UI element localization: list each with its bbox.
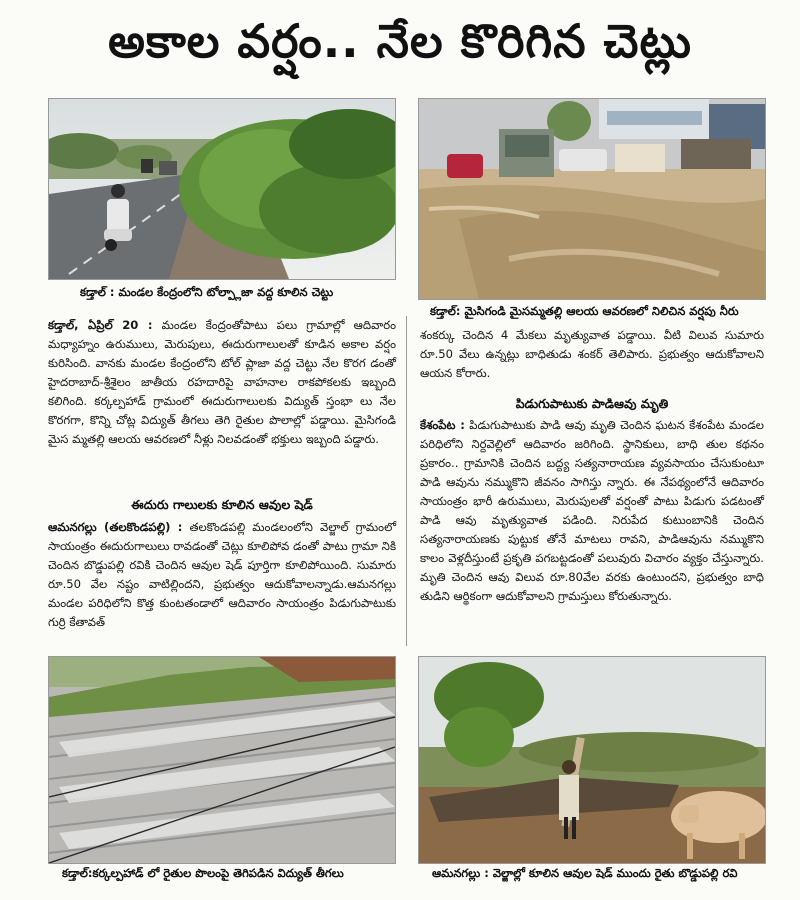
caption-top-right: కడ్తాల్: మైసిగండి మైసమ్మతల్లి ఆలయ ఆవరణలో నిలిచిన వర్షపు నీరు: [430, 304, 739, 318]
story2-cont-text: శంకర్కు చెందిన 4 మేకలు మృత్యువాత పడ్డాయి. వీటి విలువ సుమారు రూ.50 వేలు ఉన్నట్లు బాధితుడు శంకర్ తెలిపారు. ప్రభుత్వం ఆదుకోవాలని ఆయన కోరారు.: [420, 328, 764, 380]
story3-body: పిడుగుపాటుకు పాడి ఆవు మృతి చెందిన ఘటన కేశంపేట మండల పరిధిలోని నిర్దవెల్లిలో ఆదివారం జరిగింది. స్థానికులు, బాధి తుల కథనం ప్రకారం.. గ్రామానికి చెందిన బద్ద్య సత్యనారాయణ వ్యవసాయం చేసుకుంటూ పాడి ఆవును నమ్ముకొని జీవనం సాగిస్తు న్నారు. ఈ నేపథ్యంలోనే ఆదివారం సాయంత్రం భారీ ఉరుములు, మెరుపులతో వర్షంతో పాటు పిడుగు పడటంతో పాడి ఆవు మృత్యువాత పడింది. నిరుపేద కుటుంబానికి చెందిన సత్యనారాయణకు పుట్టుక తోనే మాటలు రావని, పాడిఆవును నమ్ముకొని కాలం వెళ్లదీస్తుంటే ప్రకృతి పగబట్టడంతో పలువురు విచారం వ్యక్తం చేస్తున్నారు. మృతి చెందిన ఆవు విలువ రూ.80వేల వరకు ఉంటుందని, ప్రభుత్వం బాధి తుడిని ఆర్థికంగా ఆదుకోవాలని గ్రామస్తులు కోరుతున్నారు.: [420, 418, 764, 603]
caption-bottom-right: ఆమనగల్లు : వెల్జాల్లో కూలిన ఆవుల షెడ్ ముందు రైతు బొడ్డుపల్లి రవి: [432, 866, 738, 880]
caption-top-left: కడ్తాల్ : మండల కేంద్రంలోని టోల్ప్లాజా వద్ద కూలిన చెట్టు: [80, 285, 334, 299]
column-divider: [406, 316, 407, 646]
story2-dateline: ఆమనగల్లు (తలకొండపల్లి) :: [48, 520, 183, 534]
story1-body: మండల కేంద్రంతోపాటు పలు గ్రామాల్లో ఆదివారం మధ్యాహ్నం ఉరుములు, మెరుపులు, ఈదురుగాలులతో కూడిన అకాల వర్షం కురిసింది. వానకు మండల కేంద్రంలోని టోల్ ప్లాజా వద్ద చెట్టు నేల కొరగ డంతో హైదరాబాద్-శ్రీశైలం జాతీయ రహదారిపై వాహనాల రాకపోకలకు ఇబ్బంది కలిగింది. కర్కల్పహాడ్ గ్రామంలో ఈదురుగాలులకు విద్యుత్ స్తంభా లు నేల కొరగగా, కొన్ని చోట్ల విద్యుత్ తీగలు తెగి రైతుల పొలాల్లో పడ్డాయి. మైసిగండి మైస మ్మతల్లి ఆలయ ఆవరణలో నీళ్లు నిలవడంతో భక్తులు ఇబ్బంది పడ్డారు.: [48, 318, 397, 446]
caption-bottom-left: కడ్తాల్:కర్కల్పహాడ్ లో రైతుల పొలంపై తెగిపడిన విద్యుత్ తీగలు: [62, 866, 344, 880]
fallen-tree-on-highway-photo: [48, 98, 396, 280]
headline: అకాల వర్షం.. నేల కొరిగిన చెట్లు: [108, 14, 692, 68]
story2-body: తలకొండపల్లి మండలంలోని వెల్జాల్ గ్రామంలో సాయంత్రం ఈదురుగాలులు రావడంతో చెట్లు కూలిపోవ డంతో పాటు గ్రామా నికి చెందిన బొడ్డుపల్లి రవికి చెందిన ఆవుల షెడ్ పూర్తిగా కూలిపోయింది. సుమారు రూ.50 వేల నష్టం వాటిల్లిందని, ప్రభుత్వం ఆదుకోవాలన్నాడు.ఆమనగల్లు మండల పరిధిలోని కొత్త కుంటతండాలో ఆదివారం సాయంత్రం పిడుగుపాటుకు గుర్రి కేతావత్: [48, 520, 396, 629]
collapsed-cattle-shed-with-cow-photo: [418, 656, 766, 864]
story3: [420, 416, 764, 606]
story2-subhead: ఈదురు గాలులకు కూలిన ఆవుల షెడ్: [131, 497, 313, 512]
story1-dateline: కడ్తాల్, ఏప్రిల్ 20 :: [48, 318, 153, 332]
power-lines-on-paddy-field-photo: [48, 656, 396, 864]
story1: [48, 316, 396, 449]
waterlogged-temple-ground-photo: [418, 98, 766, 300]
story3-dateline: కేశంపేట :: [420, 418, 465, 432]
story2: [48, 518, 396, 632]
story2-continuation: [420, 326, 764, 383]
story3-subhead: పిడుగుపాటుకు పాడిఆవు మృతి: [515, 396, 669, 411]
